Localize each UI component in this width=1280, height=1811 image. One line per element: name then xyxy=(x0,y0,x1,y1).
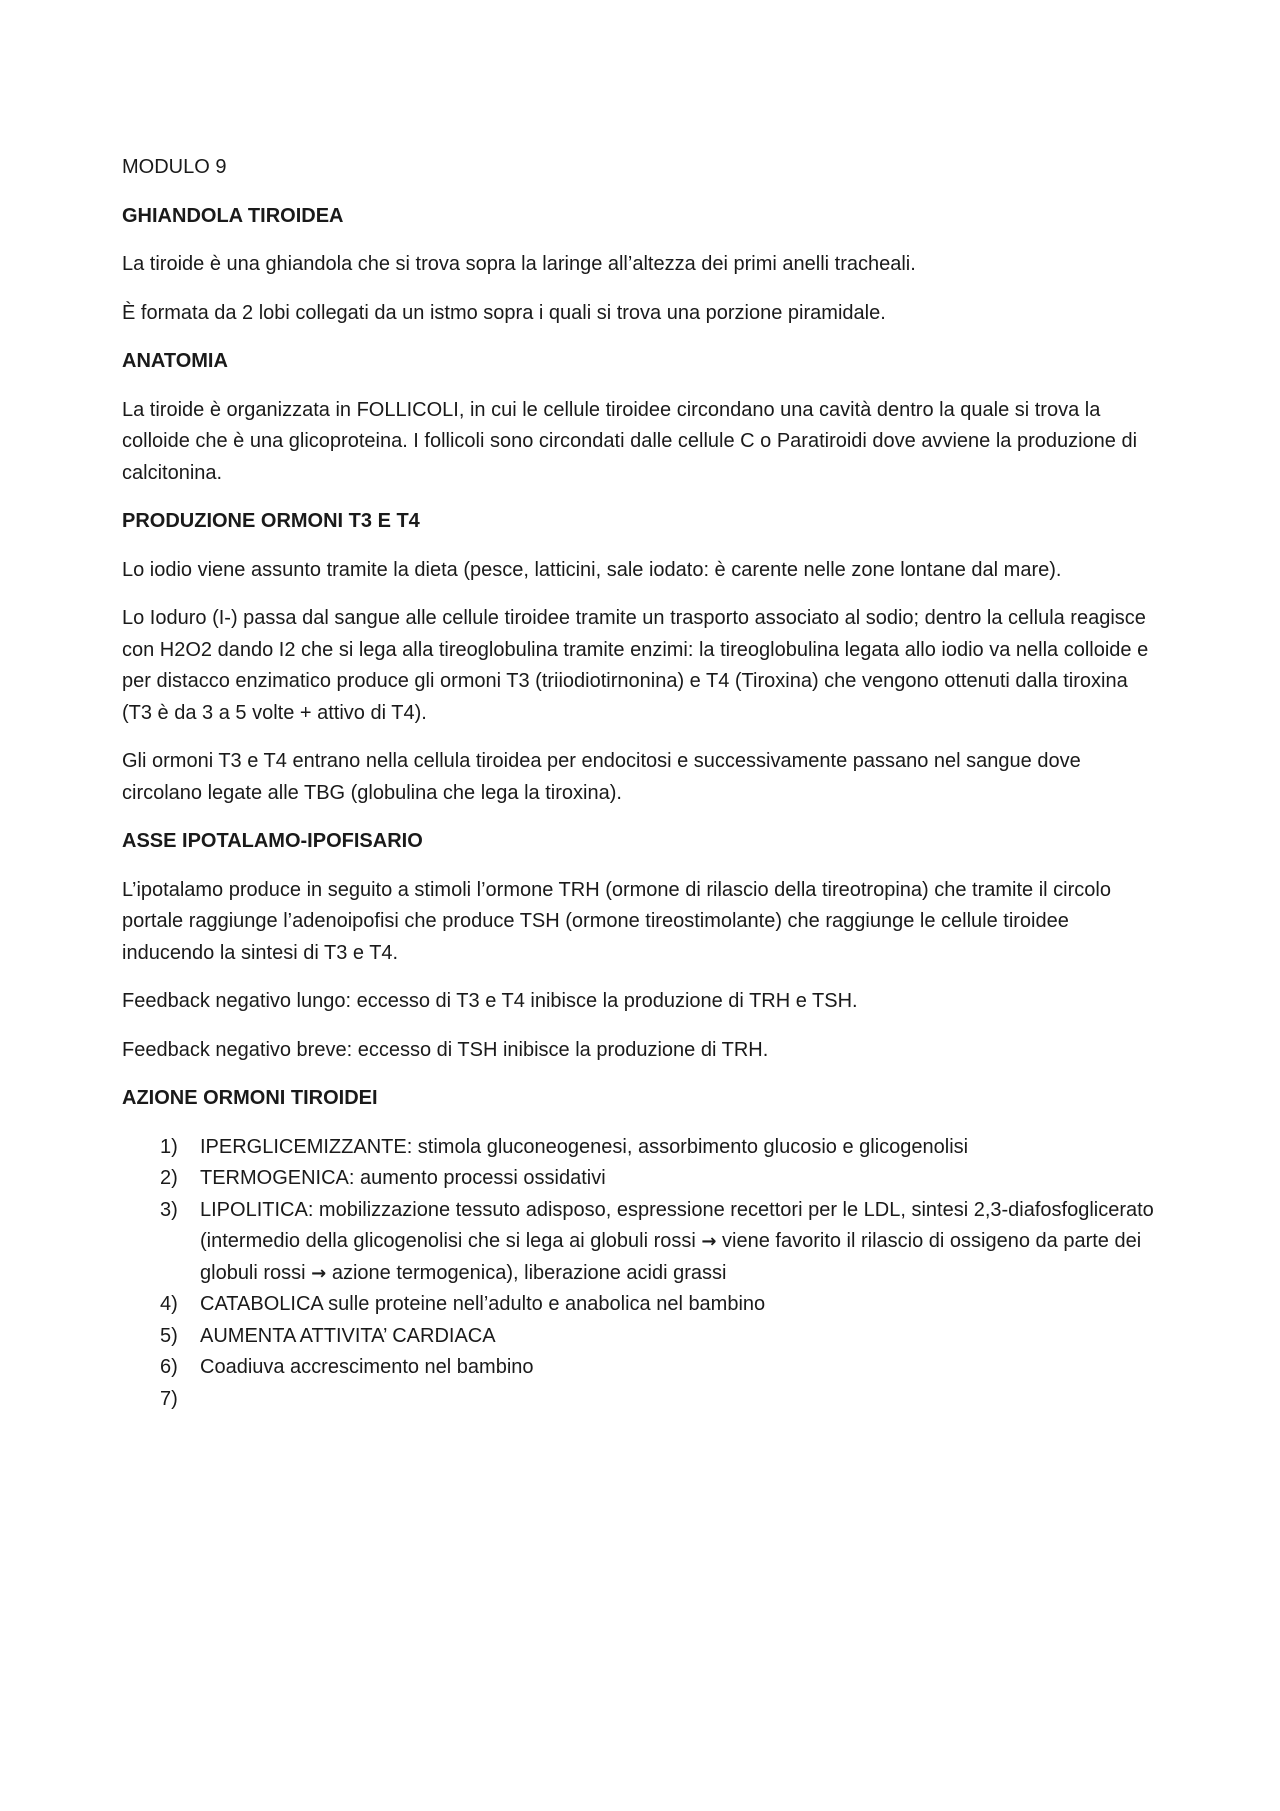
list-item xyxy=(122,1195,1162,1290)
paragraph: Feedback negativo breve: eccesso di TSH inibisce la produzione di TRH. xyxy=(122,1038,769,1061)
section-heading-ghiandola: GHIANDOLA TIROIDEA xyxy=(122,204,344,227)
section-heading-produzione: PRODUZIONE ORMONI T3 E T4 xyxy=(122,510,420,532)
list-item-text xyxy=(200,1388,206,1410)
document-page xyxy=(122,152,1162,1415)
section-heading-azione: AZIONE ORMONI TIROIDEI xyxy=(122,1087,378,1109)
paragraph: Lo iodio viene assunto tramite la dieta (pesce, latticini, sale iodato: è carente nelle zone lontane dal mare). xyxy=(122,558,1062,581)
list-item xyxy=(122,1352,1162,1384)
list-number: 3) xyxy=(160,1198,178,1221)
list-number: 4) xyxy=(160,1293,178,1315)
paragraph: Gli ormoni T3 e T4 entrano nella cellula tiroidea per endocitosi e successivamente passano nel sangue dove circolano legate alle TBG (globulina che lega la tiroxina). xyxy=(122,750,1081,804)
list-number: 1) xyxy=(160,1135,178,1158)
paragraph: È formata da 2 lobi collegati da un istmo sopra i quali si trova una porzione piramidale. xyxy=(122,301,886,324)
list-item-text: Coadiuva accrescimento nel bambino xyxy=(200,1356,534,1378)
module-title: MODULO 9 xyxy=(122,156,227,178)
paragraph: L’ipotalamo produce in seguito a stimoli l’ormone TRH (ormone di rilascio della tireotropina) che tramite il circolo portale raggiunge l’adenoipofisi che produce TSH (ormone tireostimolante) che raggiunge le cellule tiroidee inducendo la sintesi di T3 e T4. xyxy=(122,878,1111,964)
arrow-right-icon: → xyxy=(701,1231,717,1252)
paragraph: Feedback negativo lungo: eccesso di T3 e T4 inibisce la produzione di TRH e TSH. xyxy=(122,990,858,1012)
list-item xyxy=(122,1321,1162,1353)
list-number: 5) xyxy=(160,1324,178,1347)
list-item-text: viene favorito il rilascio di ossigeno da parte dei globuli rossi xyxy=(200,1230,1142,1284)
section-heading-asse: ASSE IPOTALAMO-IPOFISARIO xyxy=(122,830,423,852)
actions-list xyxy=(122,1132,1162,1416)
list-item-text: TERMOGENICA: aumento processi ossidativi xyxy=(200,1167,606,1189)
list-number: 7) xyxy=(160,1387,178,1410)
list-item-text: IPERGLICEMIZZANTE: stimola gluconeogenesi, assorbimento glucosio e glicogenolisi xyxy=(200,1135,969,1158)
list-item-text: LIPOLITICA: mobilizzazione tessuto adisposo, espressione recettori per le LDL, sintesi 2,3-diafosfoglicerato (intermedio della glicogenolisi che si lega ai globuli rossi xyxy=(200,1198,1154,1252)
list-item-text: azione termogenica), liberazione acidi grassi xyxy=(326,1261,727,1284)
paragraph: La tiroide è una ghiandola che si trova sopra la laringe all’altezza dei primi anelli tracheali. xyxy=(122,253,916,275)
list-item xyxy=(122,1384,1162,1416)
section-heading-anatomia: ANATOMIA xyxy=(122,350,228,372)
list-item xyxy=(122,1289,1162,1321)
paragraph: La tiroide è organizzata in FOLLICOLI, in cui le cellule tiroidee circondano una cavità dentro la quale si trova la colloide che è una glicoproteina. I follicoli sono circondati dalle cellule C o Paratiroidi dove avviene la produzione di calcitonina. xyxy=(122,398,1138,484)
arrow-right-icon: → xyxy=(311,1262,327,1284)
list-item xyxy=(122,1163,1162,1195)
list-number: 6) xyxy=(160,1356,178,1378)
list-number: 2) xyxy=(160,1167,178,1189)
list-item-text: AUMENTA ATTIVITA’ CARDIACA xyxy=(200,1324,496,1347)
list-item-text: CATABOLICA sulle proteine nell’adulto e anabolica nel bambino xyxy=(200,1293,766,1315)
list-item xyxy=(122,1132,1162,1164)
paragraph: Lo Ioduro (I-) passa dal sangue alle cellule tiroidee tramite un trasporto associato al sodio; dentro la cellula reagisce con H2O2 dando I2 che si lega alla tireoglobulina tramite enzimi: la tireoglobulina legata allo iodio va nella colloide e per distacco enzimatico produce gli ormoni T3 (triiodiotirnonina) e T4 (Tiroxina) che vengono ottenuti dalla tiroxina (T3 è da 3 a 5 volte + attivo di T4). xyxy=(122,607,1149,724)
